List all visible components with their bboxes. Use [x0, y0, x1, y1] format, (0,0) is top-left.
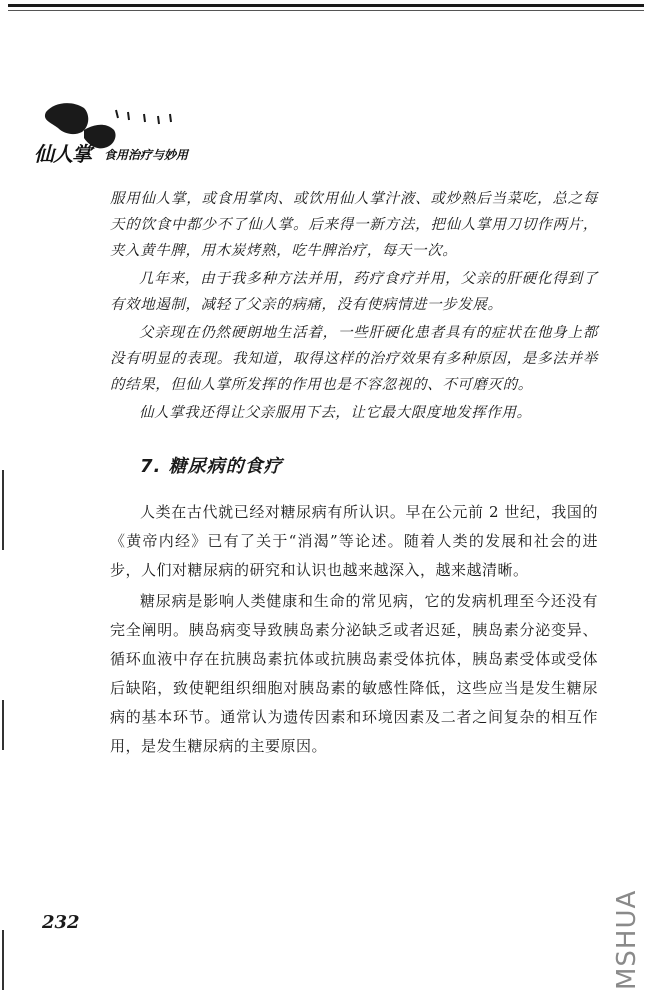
- top-rule-thin: [8, 10, 644, 11]
- paragraph: 几年来，由于我多种方法并用，药疗食疗并用，父亲的肝硬化得到了有效地遏制，减轻了父亲的病痛，没有使病情进一步发展。: [110, 271, 598, 313]
- paragraph: 仙人掌我还得让父亲服用下去，让它最大限度地发挥作用。: [139, 405, 532, 421]
- watermark: MSHUA: [612, 889, 642, 990]
- header-title: 仙人掌: [34, 142, 91, 166]
- left-edge-mark: [2, 930, 4, 990]
- header-subtitle: 食用治疗与妙用: [104, 148, 189, 162]
- left-edge-mark: [2, 700, 4, 750]
- paragraph: 糖尿病是影响人类健康和生命的常见病，它的发病机理至今还没有完全阐明。胰岛病变导致胰岛素分泌缺乏或者迟延，胰岛素分泌变异、循环血液中存在抗胰岛素抗体或抗胰岛素受体抗体，胰岛素受体或受体后缺陷，致使靶组织细胞对胰岛素的敏感性降低，这些应当是发生糖尿病的基本环节。通常认为遗传因素和环境因素及二者之间复杂的相互作用，是发生糖尿病的主要原因。: [110, 592, 598, 755]
- paragraph: 人类在古代就已经对糖尿病有所认识。早在公元前 2 世纪，我国的《黄帝内经》已有了关于“消渴”等论述。随着人类的发展和社会的进步，人们对糖尿病的研究和认识也越来越深入，越来越清晰。: [110, 503, 598, 579]
- paragraph: 父亲现在仍然硬朗地生活着，一些肝硬化患者具有的症状在他身上都没有明显的表现。我知道，取得这样的治疗效果有多种原因，是多法并举的结果，但仙人掌所发挥的作用也是不容忽视的、不可磨灭的。: [110, 325, 598, 393]
- top-rule: [8, 4, 644, 7]
- page-content: [110, 186, 598, 763]
- left-edge-mark: [2, 470, 4, 550]
- page-number: 232: [42, 912, 80, 933]
- paragraph: 服用仙人掌，或食用掌肉、或饮用仙人掌汁液、或炒熟后当菜吃，总之每天的饮食中都少不了仙人掌。后来得一新方法，把仙人掌用刀切作两片，夹入黄牛脾，用木炭烤熟，吃牛脾治疗，每天一次。: [110, 191, 598, 259]
- section-heading: 7. 糖尿病的食疗: [140, 456, 283, 477]
